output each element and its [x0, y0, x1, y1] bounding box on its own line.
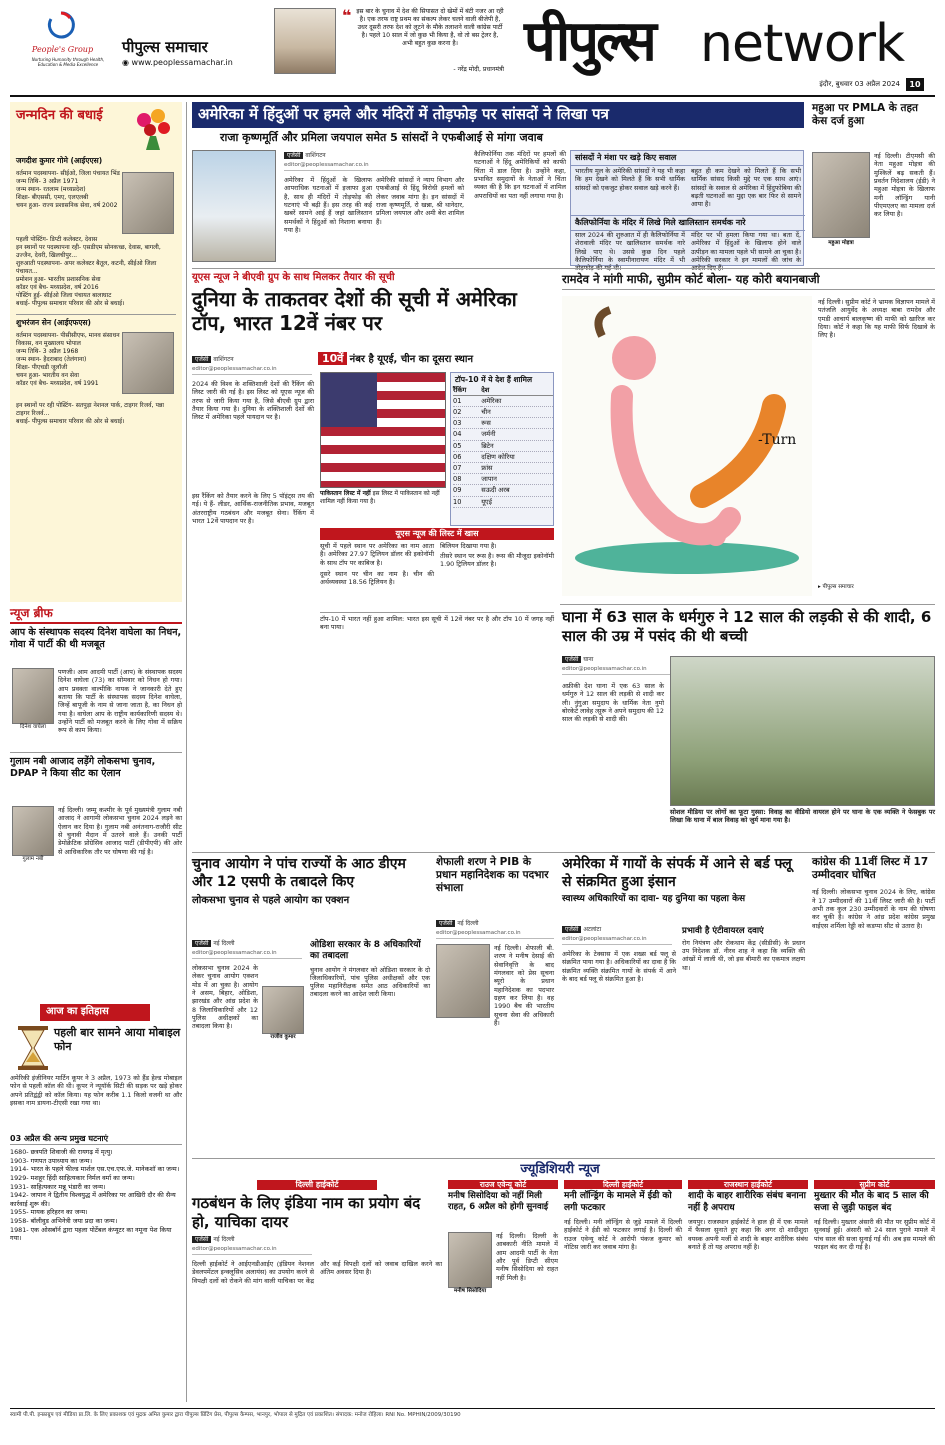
election-subhead: लोकसभा चुनाव से पहले आयोग का एक्शन: [192, 895, 350, 906]
election-email[interactable]: editor@peoplessamachar.co.in: [192, 950, 302, 959]
judiciary-c2-headline: मनी लॉन्ड्रिंग के मामले में ईडी को लगी फटकार: [564, 1191, 672, 1213]
ramdev-headline: रामदेव ने मांगी माफी, सुप्रीम कोर्ट बोला- यह कोरी बयानबाजी: [562, 272, 935, 290]
pib-headline: शेफाली शरण ने PIB के प्रधान महानिदेशक का पदभार संभाला: [436, 856, 549, 895]
judiciary-c1-headline: मनीष सिसोदिया को नहीं मिली राहत, 6 अप्रैल को होगी सुनवाई: [448, 1191, 549, 1212]
why-point: तीसरे स्थान पर रूस है। रूस की मौजूदा इकोनॉमी 1.90 ट्रिलियन डॉलर है।: [440, 552, 554, 569]
judiciary-main-email[interactable]: editor@peoplessamachar.co.in: [192, 1246, 312, 1255]
judiciary-main-body: दिल्ली हाईकोर्ट ने आईएनडीआईए (इंडियन नेशनल डेवलपमेंटल इन्क्लूसिव अलायंस) का उपयोग करने से विपक्षी दलों को रोकने की मांग वाली याचिका पर केंद्र और कई विपक्षी दलों को जवाब दाखिल करने का अंतिम अवसर दिया है।: [192, 1260, 442, 1285]
byline-tag: एजेंसी: [192, 940, 211, 947]
judiciary-col2: [564, 1180, 682, 1404]
hourglass-svg: [16, 1024, 50, 1072]
ghana-headline: घाना में 63 साल के धर्मगुरु ने 12 साल की लड़की से की शादी, 6 साल की उम्र में पसंद की थी बच्ची: [562, 608, 932, 645]
person1-details-more: [16, 236, 176, 308]
detail-line: शुरुआती पदस्थापना- अपर कलेक्टर बैतूल, कटनी, सीईओ जिला पंचायत...: [16, 260, 157, 276]
pm-quote: इस बार के चुनाव में देश की सियासत दो खेमों में बंटी नजर आ रही है। एक तरफ राष्ट्र प्रथम का संकल्प लेकर चलने वाली बीजेपी है, उधर दूसरी तरफ देश को लूटने के मौके तलाशने वाली कांग्रेस पार्टी है। पहले 10 साल में जो कुछ भी किया है, वो तो बस ट्रेलर है, अभी बहुत कुछ करना है।: [356, 8, 504, 48]
usnews-why-box: [320, 528, 554, 602]
detail-line: जन्म स्थान- रतलाम (मध्यप्रदेश): [16, 186, 86, 194]
bouquet-svg: [130, 106, 176, 152]
mahua-body: नई दिल्ली। टीएमसी की नेता महुआ मोइत्रा की मुश्किलें बढ़ सकती हैं। प्रवर्तन निदेशालय (ईडी) ने महुआ मोइत्रा के खिलाफ मनी लॉन्ड्रिंग यानी पीएमएलए का मामला दर्ज कर लिया है।: [874, 152, 935, 219]
detail-line: जन्म तिथि- 3 अप्रैल 1971: [16, 178, 79, 186]
mahua-caption: महुआ मोइत्रा: [828, 240, 854, 246]
history-label: आज का इतिहास: [40, 1004, 150, 1021]
event-item: 1903- गणपत उपाध्याय का जन्म।: [10, 1156, 93, 1165]
judiciary-main-kicker: दिल्ली हाईकोर्ट: [257, 1180, 377, 1190]
col-header-rank: रैंकिंग: [453, 386, 481, 395]
birdflu-side-body: रोग नियंत्रण और रोकथाम केंद्र (सीडीसी) के प्रधान उप निदेशक डॉ. नीरव शाह ने कहा कि व्यक्ति की आंखों में लाली थी, जो इस बीमारी का एकमात्र लक्षण था।: [682, 938, 805, 972]
election-story: [192, 856, 430, 1156]
flag-caption-title: पाकिस्तान लिस्ट में नहीं: [320, 490, 371, 497]
ghana-photo-caption: सोशल मीडिया पर लोगों का फूटा गुस्सा: विवाह का वीडियो वायरल होने पर घाना के एक व्यक्ति ने फेसबुक पर लिखा कि घाना में बाल विवाह को जुर्म माना गया है।: [670, 808, 935, 825]
events-title: 03 अप्रैल की अन्य प्रमुख घटनाएं: [10, 1134, 182, 1145]
detail-line: वर्तमान पदस्थापना- पीसीसीएफ, मानव संसाधन विकास, वन मुख्यालय भोपाल: [16, 332, 120, 348]
top10-cell-rank: 05: [453, 440, 481, 451]
top10-cell-country: फ्रांस: [481, 463, 553, 474]
lead-story: [192, 102, 804, 266]
ghana-byline: [562, 656, 593, 664]
detail-line: चयन हुआ- भारतीय वन सेवा: [16, 372, 79, 380]
top10-cell-country: यूएई: [481, 496, 553, 507]
paper-small-name: पीपुल्स समाचार: [122, 38, 208, 56]
usnews-story: [192, 272, 554, 602]
pib-email[interactable]: editor@peoplessamachar.co.in: [436, 930, 554, 939]
top10-cell-country: दक्षिण कोरिया: [481, 451, 553, 462]
top10-grid: [453, 386, 553, 508]
detail-line: जन्म स्थान- हैदराबाद (तेलंगाना): [16, 356, 87, 364]
top10-row: [453, 496, 553, 507]
lead-headline: अमेरिका में हिंदुओं पर हमले और मंदिरों में तोड़फोड़ पर सांसदों ने लिखा पत्र: [192, 102, 804, 128]
pm-quote-by: - नरेंद्र मोदी, प्रधानमंत्री: [453, 66, 504, 73]
birdflu-email[interactable]: editor@peoplessamachar.co.in: [562, 936, 672, 945]
birthday-title: [16, 108, 126, 124]
pib-byline: [436, 920, 479, 928]
top10-cell-rank: 03: [453, 418, 481, 429]
person1-name: जगदीश कुमार गोमे (आईएएस): [16, 156, 103, 165]
brief2-title: गुलाम नबी आजाद लड़ेंगे लोकसभा चुनाव, DPAP ने किया सीट का ऐलान: [10, 756, 156, 779]
lead-box-title: सांसदों ने मंशा पर खड़े किए सवाल: [571, 151, 803, 166]
person1-details: [16, 170, 120, 210]
usnews-body1: 2024 की विश्व के शक्तिशाली देशों की रैंकिंग की लिस्ट जारी की गई है। इस लिस्ट को यूएस न्यूज की तरफ से जारी किया गया है, जिसे बीएवी ग्रुप द्वारा तैयार किया गया है। दुनिया के शक्तिशाली देशों की लिस्ट में अमेरिका पहले पायदान पर है।: [192, 380, 314, 422]
group-logo-icon: [46, 10, 76, 40]
group-tagline: Nurturing Humanity through Health, Education & Media Excellence: [31, 57, 105, 67]
birdflu-body: अमेरिका के टेक्सास में एक शख्स बर्ड फ्लू से संक्रमित पाया गया है। अधिकारियों का दावा है कि संक्रमित व्यक्ति संक्रमित गायों के संपर्क में आने के बाद बर्ड फ्लू से संक्रमित हुआ है।: [562, 950, 676, 983]
detail-line: वर्तमान पदस्थापना- सीईओ, जिला पंचायत भिंड: [16, 170, 120, 177]
ramdev-body: नई दिल्ली। सुप्रीम कोर्ट ने भ्रामक विज्ञापन मामले में पतंजलि आयुर्वेद के अध्यक्ष बाबा रामदेव और एमडी आचार्य बालकृष्ण की माफी को खारिज कर दिया। कोर्ट ने कहा कि यह माफी सिर्फ दिखावे के लिए है।: [818, 298, 935, 340]
event-item: 1929- मशहूर हिंदी साहित्यकार निर्मल वर्मा का जन्म।: [10, 1173, 135, 1182]
judiciary-c4-body: नई दिल्ली। मुख्तार अंसारी की मौत पर सुप्रीम कोर्ट में सुनवाई हुई। अंसारी को 24 साल पुराने मामले में पांच साल की सजा सुनाई गई थी। अब इस मामले की फाइल बंद कर दी गई है।: [814, 1217, 935, 1251]
lead-box2-col2: मंदिर पर भी हमला किया गया था। बता दें, अमेरिका में हिंदुओं के खिलाफ होने वाले उत्पीड़न का मामला पहले भी सामने आ चुका है। अमेरिकी सरकार ने इन मामलों की जांच के: [691, 231, 801, 264]
top10-cell-rank: 07: [453, 463, 481, 474]
birdflu-headline: अमेरिका में गायों के संपर्क में आने से बर्ड फ्लू से संक्रमित हुआ इंसान: [562, 856, 792, 890]
detail-line: इन स्थानों पर पदस्थापना रही- एसडीएम सोनकच्छ, देवास, बागली, उज्जैन, देवरी, खिलचीपुर...: [16, 244, 161, 260]
flower-bouquet-icon: [130, 106, 176, 152]
lead-email[interactable]: editor@peoplessamachar.co.in: [284, 162, 444, 171]
judiciary-label: ज्यूडिशियरी न्यूज: [520, 1162, 600, 1177]
dateline: इंदौर, बुधवार 03 अप्रैल 2024: [819, 80, 900, 88]
top10-cell-rank: 10: [453, 496, 481, 507]
detail-line: कॉडर एवं बैच- मध्यप्रदेश, वर्ष 1991: [16, 380, 99, 388]
why-point: बिलियन दिखाया गया है।: [440, 542, 497, 550]
detail-line: पहली पोस्टिंग- डिप्टी कलेक्टर, देवास: [16, 236, 98, 243]
usnews-email[interactable]: editor@peoplessamachar.co.in: [192, 366, 312, 375]
judiciary-main-headline: गठबंधन के लिए इंडिया नाम का प्रयोग बंद हो, याचिका दायर: [192, 1194, 421, 1231]
top10-title: टॉप-10 में ये देश हैं शामिल: [455, 375, 533, 384]
lead-box2-title: कैलिफोर्निया के मंदिर में लिखे मिले खालिस्तान समर्थक नारे: [571, 215, 805, 231]
event-item: 1931- साहित्यकार मन्नू भंडारी का जन्म।: [10, 1182, 106, 1191]
shefali-photo: [436, 944, 490, 1018]
birdflu-side-title: प्रभावी है एंटीवायरल दवाएं: [682, 926, 764, 936]
credit-text: पीपुल्स समाचार: [822, 584, 854, 590]
top10-cell-rank: 08: [453, 474, 481, 485]
congress-body: नई दिल्ली। लोकसभा चुनाव 2024 के लिए, कांग्रेस ने 17 उम्मीदवारों की 11वीं लिस्ट जारी की है। पार्टी अभी तक कुल 230 उम्मीदवारों के नाम की घोषणा कर चुकी है। कांग्रेस ने आंध्र प्रदेश कांग्रेस प्रमुख वाईएस शर्मिला रेड्डी को कडप्पा सीट से उतारा है।: [812, 888, 935, 930]
odisha-title: ओडिशा सरकार के 8 अधिकारियों का तबादला: [310, 940, 421, 962]
person1-photo: [122, 172, 174, 234]
judiciary-c2-body: नई दिल्ली। मनी लॉन्ड्रिंग से जुड़े मामले में दिल्ली हाईकोर्ट ने ईडी को फटकार लगाई है। दिल्ली की राउज एवेन्यू कोर्ट ने आरोपी पंकज कुमार को नोटिस जारी कर जवाब मांगा है।: [564, 1217, 682, 1251]
birdflu-side: [682, 926, 805, 1156]
event-item: 1680- छत्रपति शिवाजी की रायगढ़ में मृत्यु।: [10, 1148, 113, 1156]
byline-city: वाशिंगटन: [305, 152, 326, 159]
brief2-body: नई दिल्ली। जम्मू कश्मीर के पूर्व मुख्यमंत्री गुलाम नबी आजाद ने आगामी लोकसभा चुनाव 2024 लड़ने का ऐलान कर दिया है। गुलाम नबी अनंतनाग-राजौरी सीट से चुनावी मैदान में उतरने वाले हैं। उनकी पार्टी डेमोक्रेटिक प्रोग्रेसिव आजाद पार्टी (डीपीएपी) की ओर से आधिकारिक तौर पर घोषणा की गई है।: [58, 806, 182, 856]
ramdev-cartoon: [562, 296, 812, 596]
lead-box-col2: बहुत ही कम देखने को मिलते हैं कि सभी धार्मिक सांसद किसी मुद्दे पर एक साथ आएं। सांसदों के सवाल से अमेरिका में हिंदुफोबिया की बढ़ती घटनाओं का मुद्दा एक बार फिर से सामने आया है।: [691, 167, 801, 209]
why-point: दूसरे स्थान पर चीन का नाम है। चीन की अर्थव्यवस्था 18.56 ट्रिलियन है।: [320, 570, 434, 587]
brand-hindi: पीपुल्स: [524, 9, 654, 74]
usnews-byline: [192, 356, 234, 364]
brief1-body: पणजी। आम आदमी पार्टी (आप) के संस्थापक सदस्य दिनेश वाघेला (73) का सोमवार को निधन हो गया। आप प्रवक्ता वाल्मीकि नायक ने जानकारी देते हुए बताया कि पार्टी के संस्थापक सदस्य दिनेश वाघेला, जिन्हें बापूजी के नाम से जाना जाता है, का निधन हो गया है। वाघेला आप के राष्ट्रीय कार्यकारिणी सदस्य थे। उन्होंने पार्टी को मजबूत करने के लिए गोवा में सक्रिय रूप से काम किया।: [58, 668, 182, 735]
person2-name: शुभरंजन सेन (आईएफएस): [16, 318, 91, 327]
detail-line: कॉडर एवं बैच- मध्यप्रदेश, वर्ष 2016: [16, 284, 99, 292]
byline-city: नई दिल्ली: [213, 1236, 235, 1243]
mahua-headline: महुआ पर PMLA के तहत केस दर्ज हुआ: [812, 102, 919, 128]
usnews-why-title: यूएस न्यूज की लिस्ट में खास: [320, 528, 554, 540]
news-brief-section: [10, 606, 182, 902]
byline-city: नई दिल्ली: [457, 920, 479, 927]
election-byline: [192, 940, 235, 948]
brief2-photo: [12, 806, 54, 856]
detail-line: जन्म तिथि- 3 अप्रैल 1968: [16, 348, 79, 356]
sisodia-caption: मनीष सिसोदिया: [453, 1288, 487, 1294]
brand-english: network: [700, 14, 905, 74]
byline-tag: एजेंसी: [436, 920, 455, 927]
judiciary-main-byline: [192, 1236, 235, 1244]
ghana-email[interactable]: editor@peoplessamachar.co.in: [562, 666, 762, 675]
person2-details-more: [16, 402, 176, 426]
byline-city: नई दिल्ली: [213, 940, 235, 947]
history-headline: पहली बार सामने आया मोबाइल फोन: [54, 1026, 181, 1053]
byline-tag: एजेंसी: [284, 152, 303, 159]
masthead: [0, 0, 945, 100]
top10-cell-country: सऊदी अरब: [481, 485, 553, 496]
judiciary-main: [192, 1180, 442, 1404]
congress-headline: कांग्रेस की 11वीं लिस्ट में 17 उम्मीदवार घोषित: [812, 856, 929, 882]
lead-byline: [284, 152, 326, 160]
top10-cell-country: ब्रिटेन: [481, 440, 553, 451]
rajiv-kumar-caption: राजीव कुमार: [270, 1034, 296, 1040]
brief1-photo: [12, 668, 54, 724]
event-item: 1955- मायक हरिहरन का जन्म।: [10, 1208, 88, 1217]
top10-row: [453, 474, 553, 485]
lead-col1: अमेरिका में हिंदुओं के खिलाफ आपराधिक घटनाओं में इजाफा हुआ है, साथ ही मंदिरों में तोड़फोड़ की घटनाएं भी बढ़ी हैं। इस तरह की कई खबरें सामने आई हैं जहां खालिस्तान समर्थकों ने हिंदुओं को निशाना बनाया गया है।: [284, 176, 372, 234]
why-point: सूची में पहले स्थान पर अमेरिका का नाम आता है। अमेरिका 27.97 ट्रिलियन डॉलर की इकोनॉमी के साथ टॉप पर काबिज है।: [320, 542, 434, 567]
lead-box2-col1: साल 2024 की शुरुआत में ही कैलिफोर्निया में शेरावाली मंदिर पर खालिस्तान समर्थक नारे लिखे पाए थे। उससे कुछ दिन पहले कैलिफोर्निया के स्वामीनारायण मंदिर में भी: [575, 231, 685, 264]
election-headline: चुनाव आयोग ने पांच राज्यों के आठ डीएम और 12 एसपी के तबादले किए: [192, 856, 406, 890]
globe-icon: ◉: [122, 58, 132, 67]
birthday-section: [10, 102, 182, 602]
top10-cell-rank: 06: [453, 451, 481, 462]
top10-cell-country: रूस: [481, 418, 553, 429]
top10-row: [453, 418, 553, 429]
byline-city: घाना: [583, 656, 594, 663]
top10-table: [450, 372, 554, 526]
mahua-photo: [812, 152, 870, 238]
event-item: 1914- भारत के पहले फील्ड मार्शल एस.एच.एफ.जे. मानेकशॉ का जन्म।: [10, 1165, 180, 1174]
page-number: 10: [906, 78, 924, 91]
top10-cell-rank: 04: [453, 429, 481, 440]
detail-line: शिक्षा- बीएससी, एमए, एलएलबी: [16, 194, 89, 202]
flag-caption-body: इस लिस्ट में पाकिस्तान को नहीं शामिल नहीं किया गया है।: [320, 490, 440, 505]
lead-box: [570, 150, 804, 266]
footer-imprint: स्वामी पी.पी. इन्फ्राग्रुप एवं मीडिया प्रा.लि. के लिए प्रकाशक एवं मुद्रक अमित कुमार द्वारा पीपुल्स प्रिंटिंग प्रेस, पीपुल्स कैम्पस, भानपुर, भोपाल से मुद्रित एवं प्रकाशित। संपादक: मनोज रोहिला। RNI No. MPHIN/2009/30190: [10, 1412, 461, 1418]
top10-row: [453, 440, 553, 451]
birdflu-byline: [562, 926, 601, 934]
flag-caption: [320, 490, 446, 524]
detail-line: चयन हुआ- राज्य प्रशासनिक सेवा, वर्ष 2002: [16, 202, 118, 210]
rajiv-kumar-photo: [262, 986, 304, 1034]
group-logo: [46, 10, 76, 40]
odisha-body: चुनाव आयोग ने मंगलवार को ओडिशा सरकार के दो जिलाधिकारियों, पांच पुलिस अधीक्षकों और एक पुलिस महानिरीक्षक समेत आठ अधिकारियों का तबादला करने का आदेश जारी किया।: [310, 965, 430, 999]
credit-icon: ▸: [818, 584, 823, 590]
detail-line: बधाई- पीपुल्स समाचार परिवार की ओर से बधाई।: [16, 418, 125, 426]
event-item: 1981- एक ओसबॉर्न द्वारा पहला पोर्टेबल कंप्यूटर का नमूना पेश किया गया।: [10, 1225, 172, 1243]
event-item: 1942- जापान ने द्वितीय विश्वयुद्ध में अमेरिका पर आखिरी दौर की सैन्य कार्रवाई शुरू की।: [10, 1191, 176, 1208]
top10-row: [453, 429, 553, 440]
byline-tag: एजेंसी: [562, 926, 581, 933]
judiciary-c1-body: नई दिल्ली। दिल्ली के आबकारी नीति मामले में आम आदमी पार्टी के नेता और पूर्व डिप्टी सीएम मनीष सिसोदिया को राहत नहीं मिली है।: [496, 1232, 558, 1282]
history-body: अमेरिकी इंजीनियर मार्टिन कूपर ने 3 अप्रैल, 1973 को हैंड हेल्ड मोबाइल फोन से पहली कॉल की थी। कूपर ने न्यूयॉर्क सिटी की सड़क पर खड़े होकर अपने प्रतिद्वंद्वी को कॉल किया। यह फोन करीब 1.1 किलो वजनी था और इसका नाम डायना-टीएसी रखा गया था।: [10, 1074, 182, 1107]
detail-line: पोस्टिंग हुई- सीईओ जिला पंचायत बालाघाट: [16, 292, 112, 300]
top10-row: [453, 406, 553, 417]
judiciary-c2-kicker: दिल्ली हाईकोर्ट: [564, 1180, 682, 1189]
top10-row: [453, 463, 553, 474]
top10-cell-country: अमेरिका: [481, 395, 553, 406]
website-text: www.peoplessamachar.in: [131, 58, 233, 67]
byline-tag: एजेंसी: [192, 1236, 211, 1243]
us-flag-photo: [320, 372, 446, 488]
birdflu-story: [562, 856, 805, 1156]
usnews-body2: इस रैंकिंग को तैयार करने के लिए 5 पॉइंट्स तय की गई। ये हैं- लीडर, आर्थिक-राजनीतिक प्रभाव, मजबूत अंतरराष्ट्रीय गठबंधन और मजबूत सेना। रैंकिंग में भारत 12वें पायदान पर है।: [192, 492, 314, 525]
top10-cell-country: जापान: [481, 474, 553, 485]
brief2-caption: गुलाम नबी: [22, 856, 44, 862]
byline-tag: एजेंसी: [192, 356, 211, 363]
top10-cell-rank: 02: [453, 406, 481, 417]
odisha-side: [310, 940, 430, 1154]
birdflu-subhead: स्वास्थ्य अधिकारियों का दावा- यह दुनिया का पहला केस: [562, 894, 746, 904]
detail-line: बधाई- पीपुल्स समाचार परिवार की ओर से बधाई।: [16, 300, 125, 308]
top10-cell-country: चीन: [481, 406, 553, 417]
birthday-title-text: जन्मदिन की बधाई: [16, 108, 103, 123]
lead-subhead: राजा कृष्णमूर्ति और प्रमिला जयपाल समेत 5 सांसदों ने एफबीआई से मांगा जवाब: [220, 131, 543, 144]
byline-city: वाशिंगटन: [213, 356, 234, 363]
event-item: 1958- बॉलीवुड अभिनेत्री जया प्रदा का जन्म।: [10, 1217, 118, 1226]
judiciary-c4-kicker: सुप्रीम कोर्ट: [814, 1180, 935, 1189]
detail-line: प्रमोशन हुआ- भारतीय प्रशासनिक सेवा: [16, 276, 101, 284]
pm-photo: [274, 8, 336, 74]
brief1-title: आप के संस्थापक सदस्य दिनेश वाघेला का निधन, गोवा में पार्टी की थी मजबूत: [10, 627, 182, 650]
top10-cell-rank: 01: [453, 395, 481, 406]
election-body: लोकसभा चुनाव 2024 के लेकर चुनाव आयोग एक्शन मोड में आ चुका है। आयोग ने असम, बिहार, ओडिशा, झारखंड और आंध्र प्रदेश के 8 जिलाधिकारियों और 12 पुलिस अधीक्षकों का तबादला किया है।: [192, 964, 258, 1031]
rank-badge-number: 10वें: [318, 352, 347, 365]
judiciary-col3: [688, 1180, 808, 1404]
flag-canton: [321, 373, 377, 427]
judiciary-c3-kicker: राजस्थान हाईकोर्ट: [688, 1180, 808, 1189]
ghana-photo: [670, 656, 935, 806]
sisodia-photo: [448, 1232, 492, 1288]
ramdev-credit: [818, 584, 935, 591]
pib-body: नई दिल्ली। शेफाली बी. शरण ने मनीष देसाई की सेवानिवृत्ति के बाद मंगलवार को प्रेस सूचना ब्यूरो के प्रधान महानिदेशक का पदभार ग्रहण कर लिया है। वह 1990 बैच की भारतीय सूचना सेवा की अधिकारी हैं।: [494, 944, 554, 1027]
congress-story: [812, 856, 935, 1156]
rank-badge: [318, 352, 554, 368]
judiciary-c1-kicker: राउज एवेन्यू कोर्ट: [448, 1180, 558, 1189]
rank-badge-text: नंबर है यूएई, चीन का दूसरा स्थान: [349, 354, 473, 365]
judiciary-c3-body: जयपुर। राजस्थान हाईकोर्ट ने हाल ही में एक मामले में फैसला सुनाते हुए कहा कि अगर दो शादीशुदा वयस्क अपनी मर्जी से शादी के बाहर शारीरिक संबंध बनाते हैं तो यह अपराध नहीं है।: [688, 1217, 808, 1251]
lead-col3: कैलिफोर्निया तक मंदिरों पर हमलों की घटनाओं ने हिंदू अमेरिकियों को काफी चिंता में डाल दिया है। उन्होंने कहा, प्रभावित समुदायों के नेताओं ने चिंता व्यक्त की है कि इन घटनाओं में शामिल अपराधियों का पता नहीं लगाया गया है।: [474, 150, 566, 200]
lead-col2: अमेरिकी सांसदों ने न्याय विभाग और एफबीआई से हिंदू विरोधी हमलों को लेकर जवाब मांगा है। इन सांसदों में राजा कृष्णमूर्ति, रो खन्ना, श्री थानेदार, प्रमिला जयपाल और अमी बेरा शामिल हैं।: [376, 176, 464, 226]
judiciary-c4-headline: मुख्तार की मौत के बाद 5 साल की सजा से जुड़ी फाइल बंद: [814, 1191, 929, 1213]
judiciary-col4: [814, 1180, 935, 1404]
byline-city: अटलांटा: [583, 926, 602, 933]
quote-mark-icon: ❝: [342, 6, 352, 25]
brief1-caption: दिनेश वाघेला: [20, 724, 46, 730]
lead-box-col1: भारतीय मूल के अमेरिकी सांसदों ने यह भी कहा कि हम देखने को मिलते हैं कि सभी धार्मिक सांसदों को एकजुट होकर सवाल खड़े करने हैं।: [575, 167, 685, 192]
usnews-headline: दुनिया के ताकतवर देशों की सूची में अमेरिका टॉप, भारत 12वें नंबर पर: [192, 286, 517, 335]
usnews-footnote: टॉप-10 में भारत नहीं हुआ शामिल: भारत इस सूची में 12वें नंबर पर है और टॉप 10 में जगह नहीं बना पाया।: [320, 612, 554, 644]
mahua-story: [812, 102, 935, 266]
news-brief-label: न्यूज ब्रीफ: [10, 606, 182, 624]
usnews-kicker: यूएस न्यूज ने बीएवी ग्रुप के साथ मिलकर तैयार की सूची: [192, 272, 395, 283]
person2-photo: [122, 332, 174, 394]
group-name: People's Group: [31, 45, 94, 54]
top10-row: [453, 395, 553, 406]
top10-cell-country: जर्मनी: [481, 429, 553, 440]
byline-tag: एजेंसी: [562, 656, 581, 663]
cartoon-turn-text: -Turn: [758, 432, 797, 448]
history-section: [10, 1004, 182, 1404]
judiciary-col1: [448, 1180, 558, 1404]
website-link[interactable]: [122, 58, 272, 68]
judiciary-c3-headline: शादी के बाहर शारीरिक संबंध बनाना नहीं है अपराध: [688, 1191, 807, 1213]
top10-row: [453, 485, 553, 496]
col-header-country: देश: [481, 386, 553, 395]
capitol-photo: [192, 150, 276, 262]
events-list: [10, 1148, 182, 1243]
ghana-story: [562, 608, 935, 848]
top10-cell-rank: 09: [453, 485, 481, 496]
detail-line: शिक्षा- पीएचडी जूलॉजी: [16, 364, 68, 372]
ghana-body: अफ्रीकी देश घाना में एक 63 साल के धर्मगुरु ने 12 साल की लड़की से शादी कर ली। नुंगुआ समुदाय के धार्मिक नेता नुमो बोरकेटे लावेह त्सुरू ने अपने समुदाय की 12 साल की लड़की से शादी की।: [562, 682, 664, 724]
ramdev-story: [562, 272, 935, 602]
hourglass-icon: [16, 1024, 50, 1072]
pib-story: [436, 856, 554, 1156]
top10-row: [453, 451, 553, 462]
detail-line: इन स्थानों पर रही पोस्टिंग- सतपुड़ा नेशनल पार्क, टाइगर रिजर्व, पन्ना टाइगर रिजर्व...: [16, 402, 164, 418]
person2-details: [16, 332, 120, 388]
